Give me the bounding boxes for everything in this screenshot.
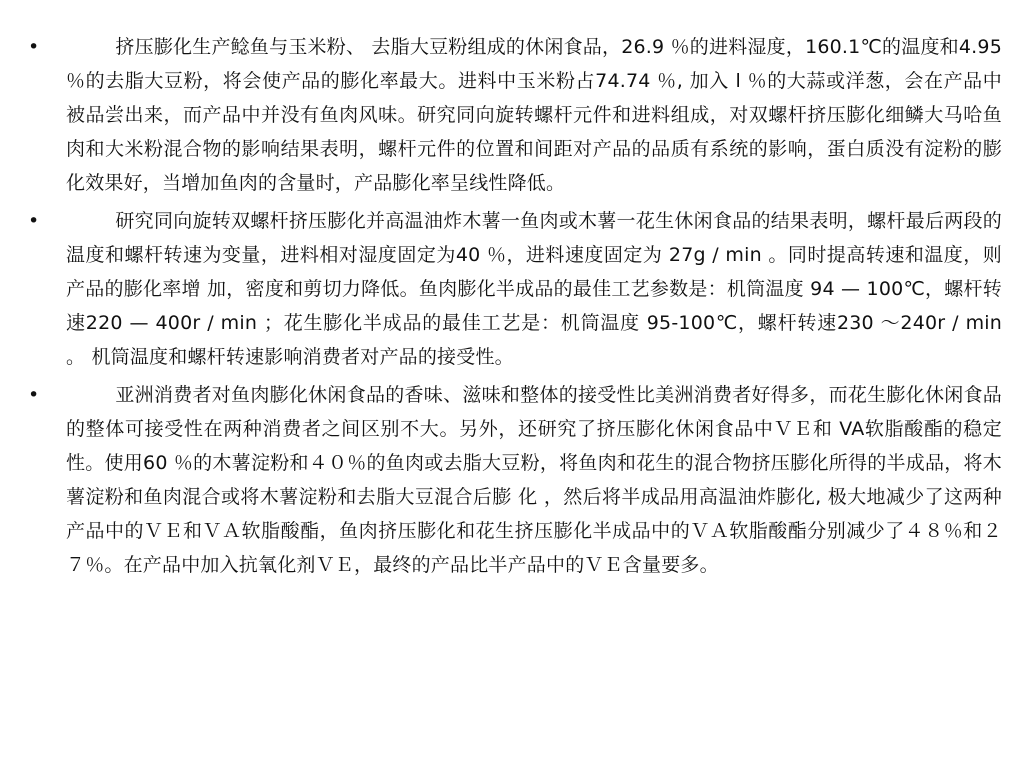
bullet-icon: • [28, 384, 40, 406]
paragraph-text: 研究同向旋转双螺杆挤压膨化并高温油炸木薯一鱼肉或木薯一花生休闲食品的结果表明，螺杆最后两段的温度和螺杆转速为变量，进料相对湿度固定为40 ％，进料速度固定为 27g / min 。同时提高转速和温度，则产品的膨化率增 加，密度和剪切力降低。鱼肉膨化半成品的最佳工艺参数是：机筒温度 94 — 100℃，螺杆转速220 — 400r / min ；花生膨化半成品的最佳工艺是：机筒温度 95-100℃，螺杆转速230 ～240r / min 。 机筒温度和螺杆转速影响消费者对产品的接受性。 [66, 210, 1002, 368]
bullet-icon: • [28, 36, 40, 58]
bullet-list [28, 30, 1002, 586]
bullet-item-1 [28, 30, 1002, 200]
paragraph-text: 亚洲消费者对鱼肉膨化休闲食品的香味、滋味和整体的接受性比美洲消费者好得多，而花生膨化休闲食品的整体可接受性在两种消费者之间区别不大。另外，还研究了挤压膨化休闲食品中ＶＥ和 VA软脂酸酯的稳定性。使用60 ％的木薯淀粉和４０％的鱼肉或去脂大豆粉，将鱼肉和花生的混合物挤压膨化所得的半成品，将木薯淀粉和鱼肉混合或将木薯淀粉和去脂大豆混合后膨 化 ，然后将半成品用高温油炸膨化, 极大地减少了这两种产品中的ＶＥ和ＶＡ软脂酸酯，鱼肉挤压膨化和花生挤压膨化半成品中的ＶＡ软脂酸酯分别减少了４８％和２７％。在产品中加入抗氧化剂ＶＥ，最终的产品比半产品中的ＶＥ含量要多。 [66, 384, 1002, 576]
bullet-icon: • [28, 210, 40, 232]
bullet-item-2 [28, 204, 1002, 374]
bullet-item-3 [28, 378, 1002, 582]
paragraph-text: 挤压膨化生产鲶鱼与玉米粉、 去脂大豆粉组成的休闲食品，26.9 ％的进料湿度，160.1℃的温度和4.95 ％的去脂大豆粉，将会使产品的膨化率最大。进料中玉米粉占74.74 ％, 加入 l ％的大蒜或洋葱，会在产品中被品尝出来，而产品中并没有鱼肉风味。研究同向旋转螺杆元件和进料组成，对双螺杆挤压膨化细鳞大马哈鱼肉和大米粉混合物的影响结果表明，螺杆元件的位置和间距对产品的品质有系统的影响，蛋白质没有淀粉的膨化效果好，当增加鱼肉的含量时，产品膨化率呈线性降低。 [66, 36, 1002, 194]
